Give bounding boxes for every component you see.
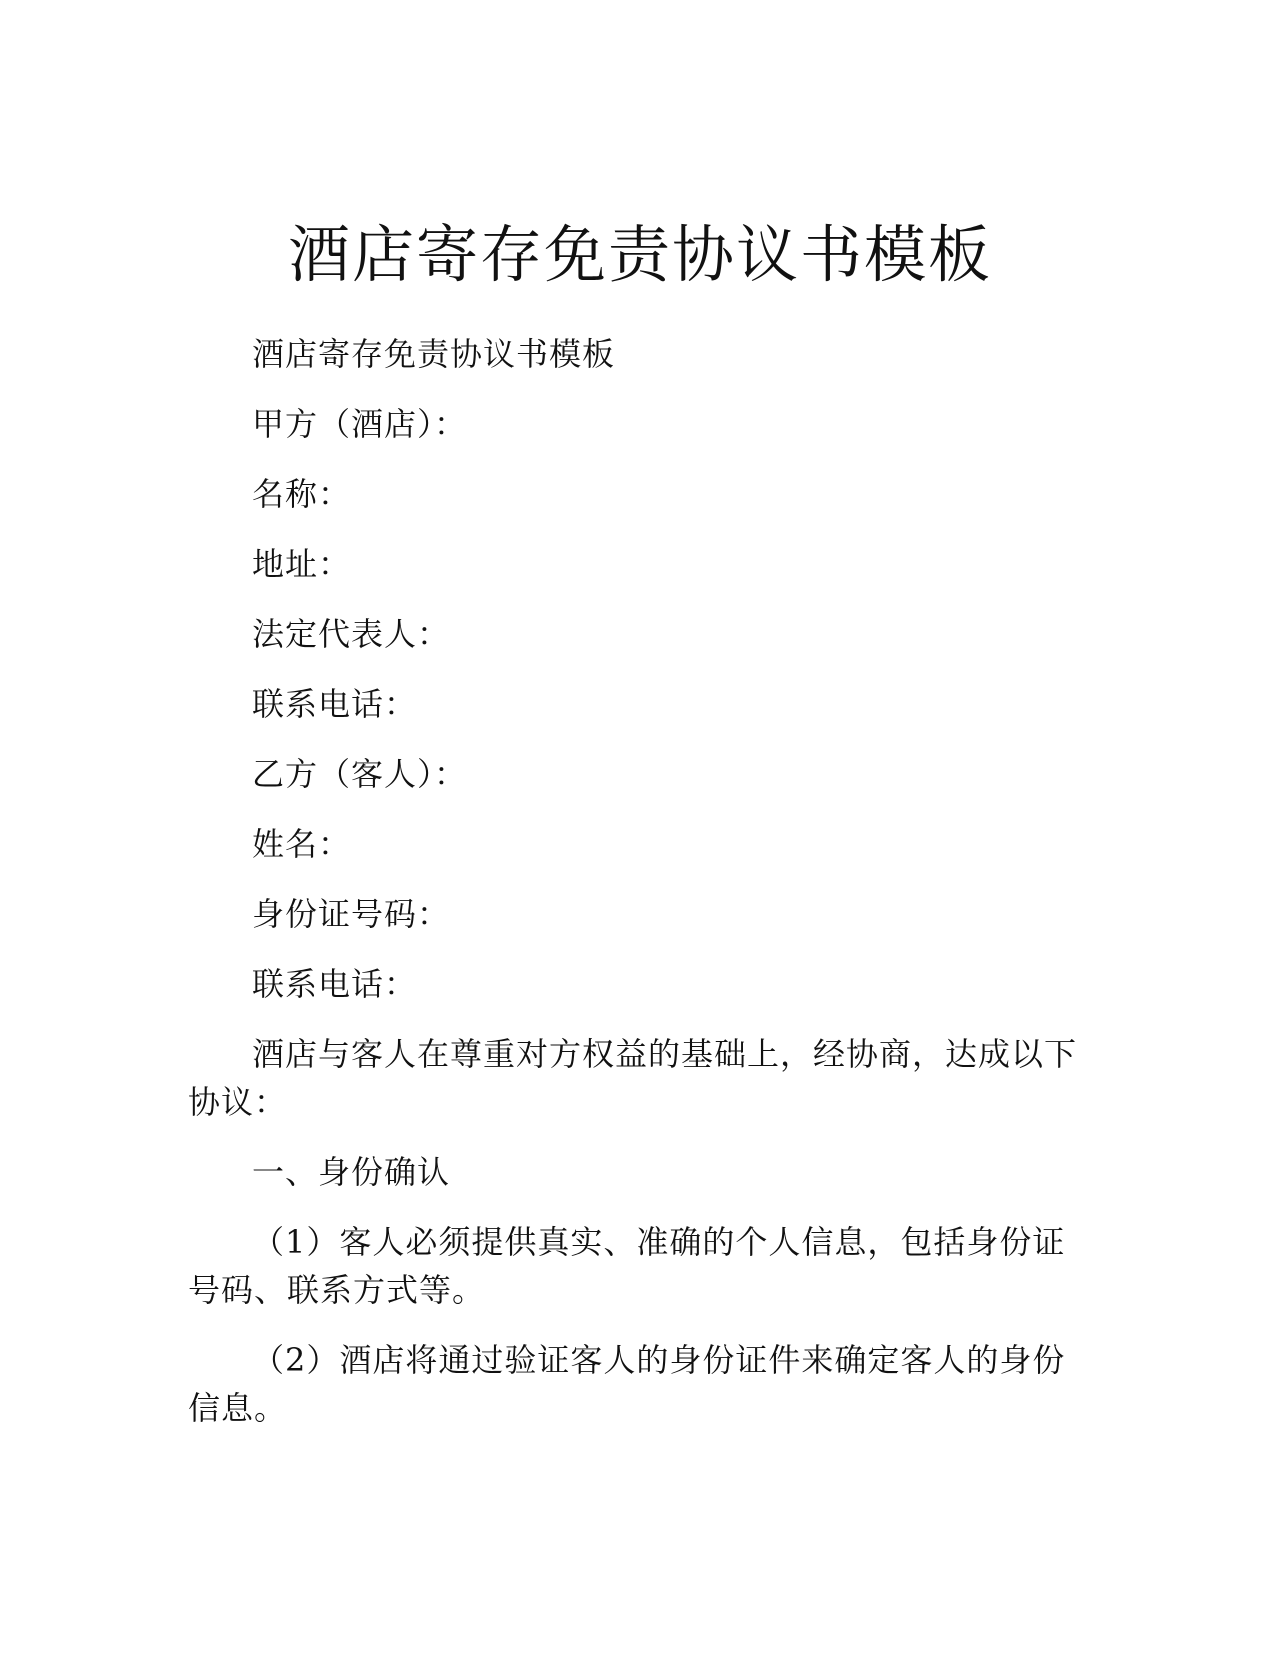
party-b-phone-label: 联系电话： — [252, 965, 418, 1003]
section-1-heading: 一、身份确认 — [252, 1153, 451, 1191]
party-a-legal-rep-label: 法定代表人： — [252, 615, 451, 653]
party-b-heading: 乙方（客人）： — [252, 755, 468, 793]
party-a-address-label: 地址： — [252, 545, 352, 583]
party-a-name-label: 名称： — [252, 475, 352, 513]
party-a-phone-label: 联系电话： — [252, 685, 418, 723]
party-b-id-label: 身份证号码： — [252, 895, 451, 933]
party-b-name-label: 姓名： — [252, 825, 352, 863]
document-title: 酒店寄存免责协议书模板 — [287, 218, 992, 291]
document-subtitle: 酒店寄存免责协议书模板 — [252, 335, 616, 373]
agreement-intro: 酒店与客人在尊重对方权益的基础上，经协商，达成以下协议： — [188, 1035, 1078, 1121]
section-1-item-2: （2）酒店将通过验证客人的身份证件来确定客人的身份信息。 — [188, 1341, 1066, 1427]
party-a-heading: 甲方（酒店）： — [252, 405, 468, 443]
section-1-item-1: （1）客人必须提供真实、准确的个人信息，包括身份证号码、联系方式等。 — [188, 1223, 1066, 1309]
